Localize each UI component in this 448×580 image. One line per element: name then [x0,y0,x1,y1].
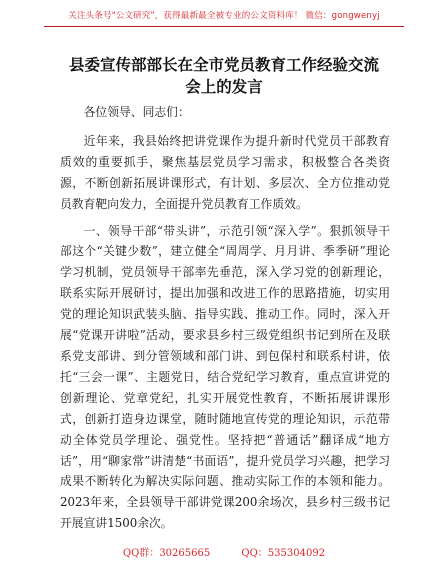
paragraph-section-1: 一、领导干部“带头讲”，示范引领“深入学”。狠抓领导干部这个“关键少数”，建立健全“周周学、月月讲、季季研”理论学习机制，党员领导干部率先垂范，深入学习党的创新理论，联系实际开展研讨，提出加强和改进工作的思路措施，切实用党的理论知识武装头脑、指导实践、推动工作。同时，深入开展“党课开讲啦”活动，要求县乡村三级党组织书记到所在及联系党支部讲、到分管领域和部门讲、到包保村和联系村讲，依托“三会一课”、主题党日，结合党纪学习教育，重点宣讲党的创新理论、党章党纪，扎实开展党性教育，不断拓展讲课形式，创新打造身边课堂，随时随地宣传党的理论知识，示范带动全体党员学理论、强党性。坚持把“普通话”翻译成“地方话”，用“聊家常”讲清楚“书面语”，提升党员学习兴趣，把学习成果不断转化为解决实际问题、推动实际工作的本领和能力。2023年来，全县领导干部讲党课200余场次，县乡村三级书记开展宣讲1500余次。 [60,223,390,531]
document-title [60,54,388,98]
header-divider [44,26,404,27]
footer-contact [0,544,448,559]
title-line-2: 会上的发言 [185,78,263,96]
top-banner: 关注头条号"公文研究"，获得最新最全被专业的公文资料库！ 微信：gongwenyj [68,11,380,21]
document-body [60,102,390,540]
greeting: 各位领导、同志们： [83,105,190,119]
footer-qq: QQ：535304092 [241,548,326,559]
title-line-1: 县委宣传部部长在全市党员教育工作经验交流 [68,56,379,74]
footer-qq-group: QQ群：30265665 [122,548,211,559]
paragraph-intro: 近年来，我县始终把讲党课作为提升新时代党员干部教育质效的重要抓手，聚焦基层党员学习需求，积极整合各类资源，不断创新拓展讲课形式，有计划、多层次、全方位推动党员教育靶向发力，全面提升党员教育工作质效。 [60,133,390,211]
